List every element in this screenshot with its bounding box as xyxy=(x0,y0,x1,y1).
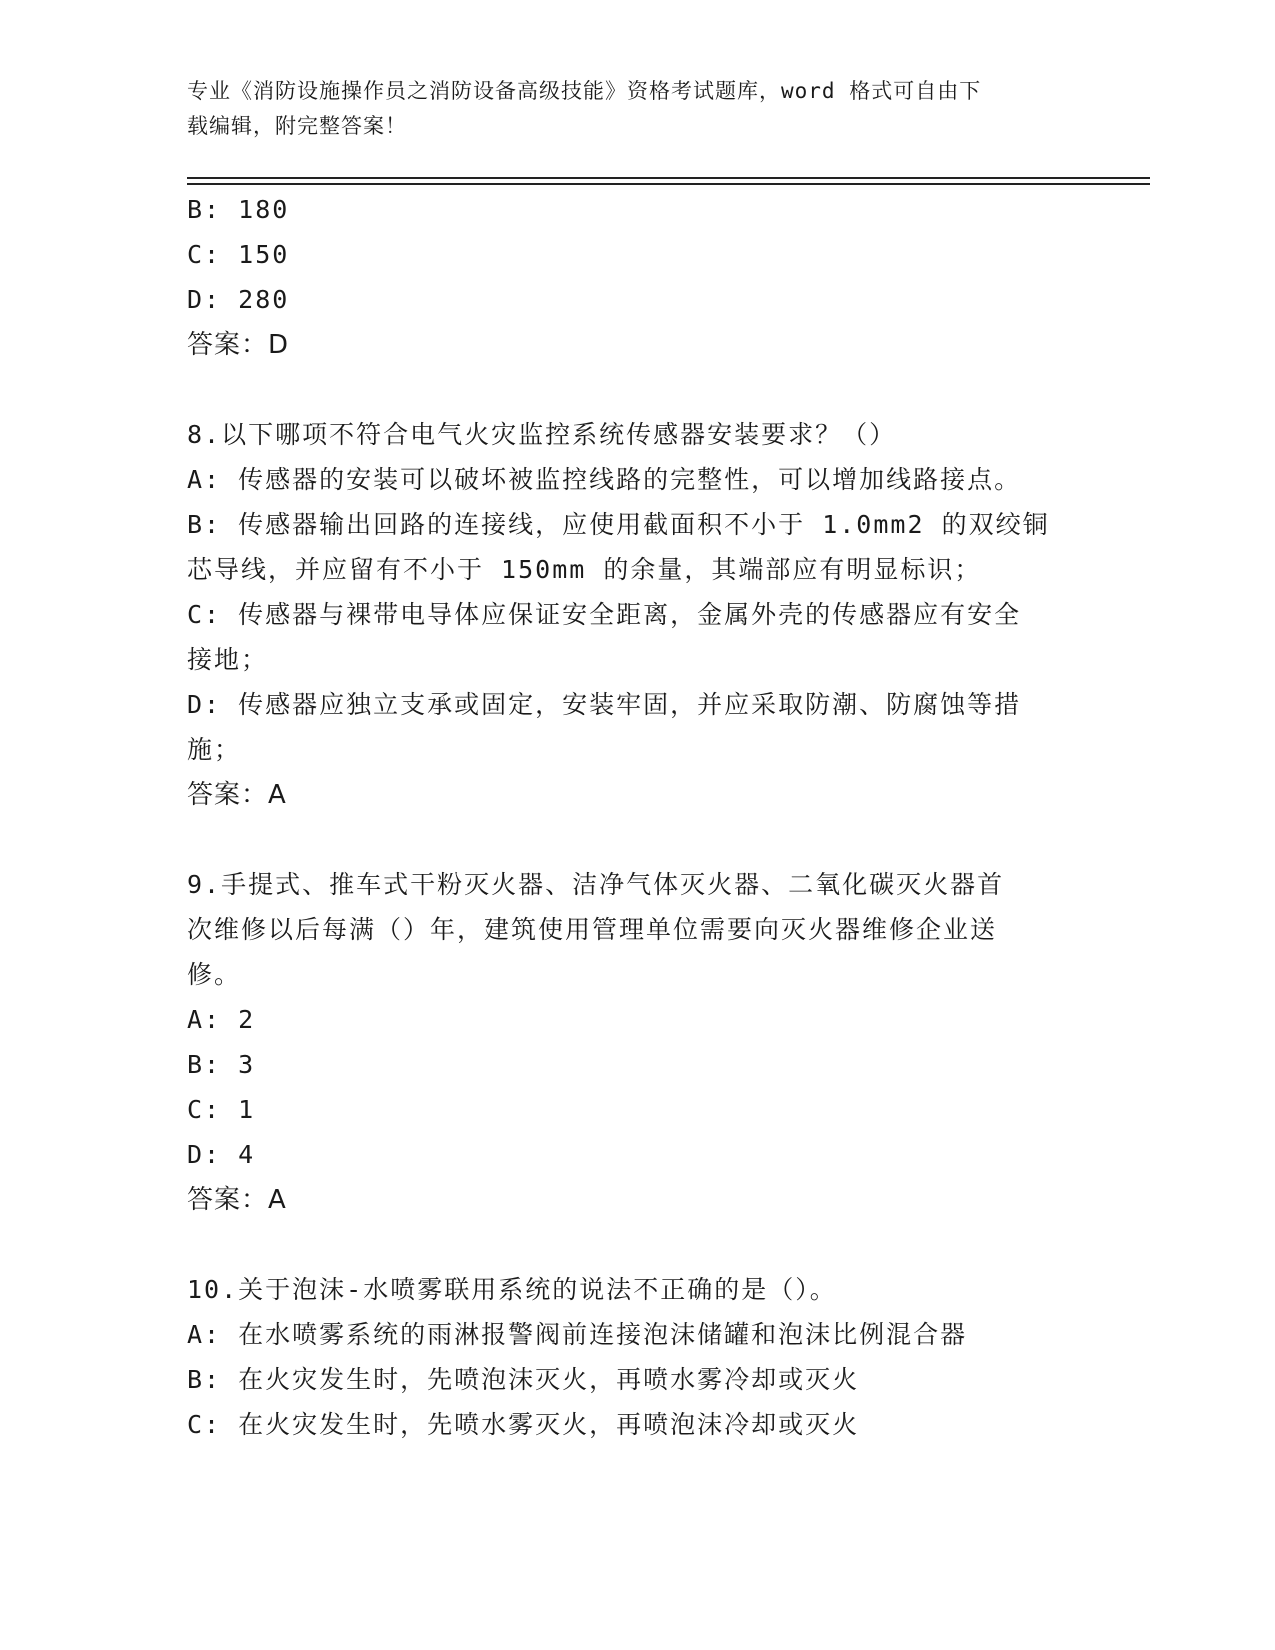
q10-option-b: B: 在火灾发生时，先喷泡沫灭火，再喷水雾冷却或灭火 xyxy=(187,1365,860,1394)
q8-option-d-line-1: D: 传感器应独立支承或固定，安装牢固，并应采取防潮、防腐蚀等措 xyxy=(187,690,1022,719)
q10-option-a: A: 在水喷雾系统的雨淋报警阀前连接泡沫储罐和泡沫比例混合器 xyxy=(187,1320,968,1349)
q7-answer: 答案：D xyxy=(187,330,290,360)
q8-option-c-line-1: C: 传感器与裸带电导体应保证安全距离，金属外壳的传感器应有安全 xyxy=(187,600,1022,629)
header-line-1: 专业《消防设施操作员之消防设备高级技能》资格考试题库，word 格式可自由下 xyxy=(187,79,982,103)
q9-answer: 答案：A xyxy=(187,1185,287,1215)
q10-option-c: C: 在火灾发生时，先喷水雾灭火，再喷泡沫冷却或灭火 xyxy=(187,1410,860,1439)
q8-option-a: A: 传感器的安装可以破坏被监控线路的完整性，可以增加线路接点。 xyxy=(187,465,1022,494)
header-divider-top xyxy=(187,177,1150,179)
q8-stem: 8.以下哪项不符合电气火灾监控系统传感器安装要求？（） xyxy=(187,420,897,449)
q9-stem-line-3: 修。 xyxy=(187,960,242,989)
q7-option-c: C: 150 xyxy=(187,240,290,269)
q8-option-b-line-1: B: 传感器输出回路的连接线，应使用截面积不小于 1.0mm2 的双绞铜 xyxy=(187,510,1050,539)
q7-option-d: D: 280 xyxy=(187,285,290,314)
document-header xyxy=(187,74,1067,144)
q9-stem-line-2: 次维修以后每满（）年，建筑使用管理单位需要向灭火器维修企业送 xyxy=(187,915,998,944)
q8-answer: 答案：A xyxy=(187,780,287,810)
q10-stem: 10.关于泡沫-水喷雾联用系统的说法不正确的是（）。 xyxy=(187,1275,837,1304)
header-divider-bottom xyxy=(187,183,1150,185)
q8-option-b-line-2: 芯导线，并应留有不小于 150mm 的余量，其端部应有明显标识； xyxy=(187,555,982,584)
q7-option-b: B: 180 xyxy=(187,195,290,224)
q8-option-d-line-2: 施； xyxy=(187,735,242,764)
q9-option-a: A: 2 xyxy=(187,1005,256,1034)
q8-option-c-line-2: 接地； xyxy=(187,645,269,674)
q9-option-c: C: 1 xyxy=(187,1095,256,1124)
q9-option-b: B: 3 xyxy=(187,1050,256,1079)
q9-stem-line-1: 9.手提式、推车式干粉灭火器、洁净气体灭火器、二氧化碳灭火器首 xyxy=(187,870,1005,899)
header-line-2: 载编辑，附完整答案！ xyxy=(187,114,407,138)
q9-option-d: D: 4 xyxy=(187,1140,256,1169)
